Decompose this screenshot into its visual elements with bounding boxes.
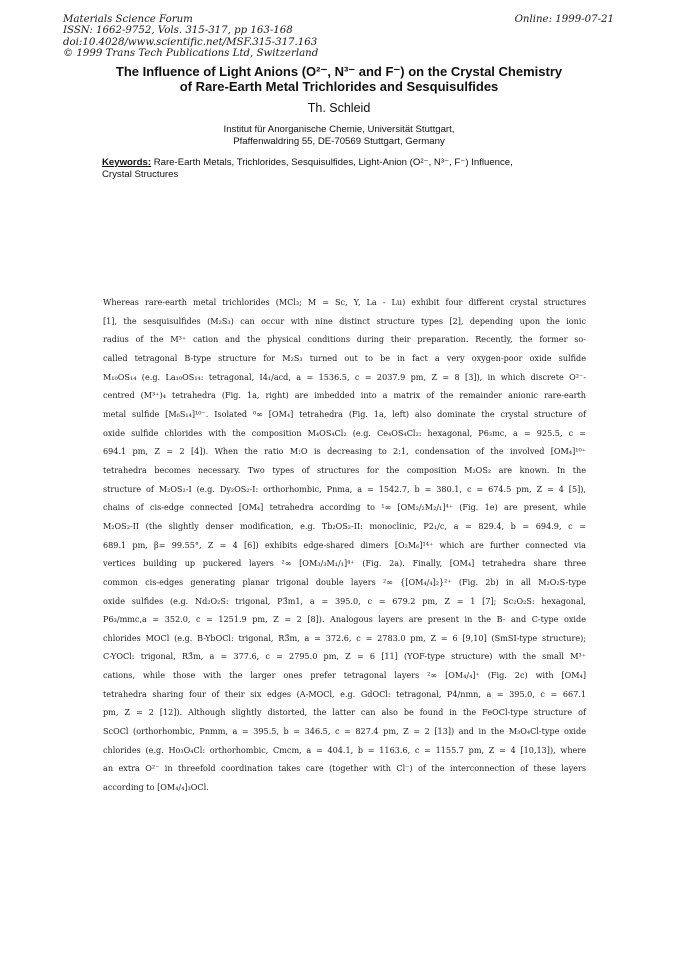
body-line: metal sulfide [M₆S₁₄]¹⁰⁻. Isolated ⁰∞ [OM₄] tetrahedra (Fig. 1a, left) also dominate the crystal structure of [103, 408, 586, 419]
issn-line: ISSN: 1662-9752, Vols. 315-317, pp 163-168 [63, 25, 293, 37]
body-line: tetrahedra becomes necessary. Two types of structures for the composition M₂OS₂ are known. In the [103, 464, 586, 475]
body-line: pm, Z = 2 [12]). Although slightly distorted, the latter can also be found in the FeOCl-type structure of [103, 707, 586, 718]
body-line: tetrahedra sharing four of their six edges (A-MOCl, e.g. GdOCl: tetragonal, P4/nmn, a = 395.0, c = 667.1 [103, 688, 586, 699]
affiliation [40, 124, 638, 148]
body-line: structure of M₂OS₂-I (e.g. Dy₂OS₂-I: orthorhombic, Pnma, a = 1542.7, b = 380.1, c = 674.5 pm, Z = 4 [5]), [103, 483, 586, 494]
body-paragraph [103, 293, 586, 797]
body-line: ScOCl (orthorhombic, Pnmm, a = 395.5, b = 346.5, c = 827.4 pm, Z = 2 [13]) and in the M₃O₄Cl-type oxide [103, 726, 586, 737]
body-line: radius of the M³⁺ cation and the physical conditions during their preparation. Recently, the former so- [103, 334, 586, 345]
body-line: cations, while those with the larger ones prefer tetragonal layers ²∞ [OM₄/₄]⁺ (Fig. 2c) with [OM₄] [103, 670, 586, 681]
body-line: chlorides (e.g. Ho₃O₄Cl: orthorhombic, Cmcm, a = 404.1, b = 1163.6, c = 1155.7 pm, Z = 4 [10,13]), where [103, 744, 586, 755]
body-line: called tetragonal B-type structure for M₂S₃ turned out to be in fact a very oxygen-poor oxide sulfide [103, 352, 586, 363]
paper-title [40, 64, 638, 94]
title-line-2: of Rare-Earth Metal Trichlorides and Sesquisulfides [179, 79, 499, 94]
body-line: 694.1 pm, Z = 2 [4]). When the ratio M:O is decreasing to 2:1, condensation of the involved [OM₄]¹⁰⁺ [103, 446, 586, 457]
body-line: P6₃/mmc,a = 352.0, c = 1251.9 pm, Z = 2 [8]). Analogous layers are present in the B- and C-type oxide [103, 614, 586, 625]
body-line: Whereas rare-earth metal trichlorides (MCl₃; M = Sc, Y, La - Lu) exhibit four different crystal structures [103, 297, 586, 307]
body-line: chlorides MOCl (e.g. B-YbOCl: trigonal, R3̄m, a = 372.6, c = 2783.0 pm, Z = 6 [9,10] (SmSI-type structure); [103, 632, 586, 643]
journal-name: Materials Science Forum [63, 14, 193, 25]
body-line: centred (M³⁺)₄ tetrahedra (Fig. 1a, right) are imbedded into a matrix of the remainder anionic rare-earth [103, 390, 586, 401]
body-line: oxide sulfide chlorides with the composition M₄OS₄Cl₂ (e.g. Ce₄OS₄Cl₂: hexagonal, P6₃mc, a = 925.5, c = [103, 427, 586, 438]
keywords-label: Keywords: [102, 157, 152, 168]
body-line: [1], the sesquisulfides (M₂S₃) can occur with nine distinct structure types [2], depending upon the ionic [103, 315, 586, 326]
body-line: an extra O²⁻ in threefold coordination takes care (together with Cl⁻) of the interconnection of these layers [103, 763, 586, 774]
body-line: M₁₀OS₁₄ (e.g. La₁₀OS₁₄: tetragonal, I4₁/acd, a = 1536.5, c = 2037.9 pm, Z = 8 [3]), in which discrete O²⁻- [103, 371, 586, 382]
online-date: Online: 1999-07-21 [514, 14, 614, 25]
title-line-1: The Influence of Light Anions (O²⁻, N³⁻ and F⁻) on the Crystal Chemistry [115, 64, 563, 79]
body-line: 689.1 pm, β= 99.55°, Z = 4 [6]) exhibits edge-shared dimers [O₂M₆]¹⁴⁺ which are further connected via [103, 539, 586, 550]
body-line: M₂OS₂-II (the slightly denser modification, e.g. Tb₂OS₂-II: monoclinic, P2₁/c, a = 829.4, b = 694.9, c = [103, 520, 586, 531]
body-line: chains of cis-edge connected [OM₄] tetrahedra according to ¹∞ [OM₂/₂M₂/₁]⁴⁺ (Fig. 1e) are present, while [103, 502, 586, 513]
keywords-block [102, 157, 582, 181]
affiliation-line-2: Pfaffenwaldring 55, DE-70569 Stuttgart, Germany [233, 136, 445, 147]
doi-line: doi:10.4028/www.scientific.net/MSF.315-317.163 [63, 36, 318, 48]
body-line: oxide sulfides (e.g. Nd₂O₂S: trigonal, P3̄m1, a = 395.0, c = 679.2 pm, Z = 1 [7]; Sc₂O₂S: hexagonal, [103, 595, 586, 606]
keywords-line-2: Crystal Structures [102, 169, 179, 180]
body-line: according to [OM₄/₄]₃OCl. [103, 782, 209, 793]
body-line: C-YOCl: trigonal, R3̄m, a = 377.6, c = 2795.0 pm, Z = 6 [11] (YOF-type structure) with the small M³⁺ [103, 651, 586, 662]
body-line: common cis-edges generating planar trigonal double layers ²∞ {[OM₄/₄]₂}²⁺ (Fig. 2b) in all M₂O₂S-type [103, 576, 586, 587]
body-line: vertices building up puckered layers ²∞ [OM₃/₃M₁/₁]⁴⁺ (Fig. 2a). Finally, [OM₄] tetrahedra share three [103, 558, 586, 569]
copyright-line: © 1999 Trans Tech Publications Ltd, Switzerland [63, 48, 319, 60]
affiliation-line-1: Institut für Anorganische Chemie, Universität Stuttgart, [223, 124, 455, 135]
keywords-line-1: Rare-Earth Metals, Trichlorides, Sesquisulfides, Light-Anion (O²⁻, N³⁻, F⁻) Influence, [151, 157, 513, 168]
author-name: Th. Schleid [307, 101, 371, 115]
journal-header [63, 14, 533, 60]
